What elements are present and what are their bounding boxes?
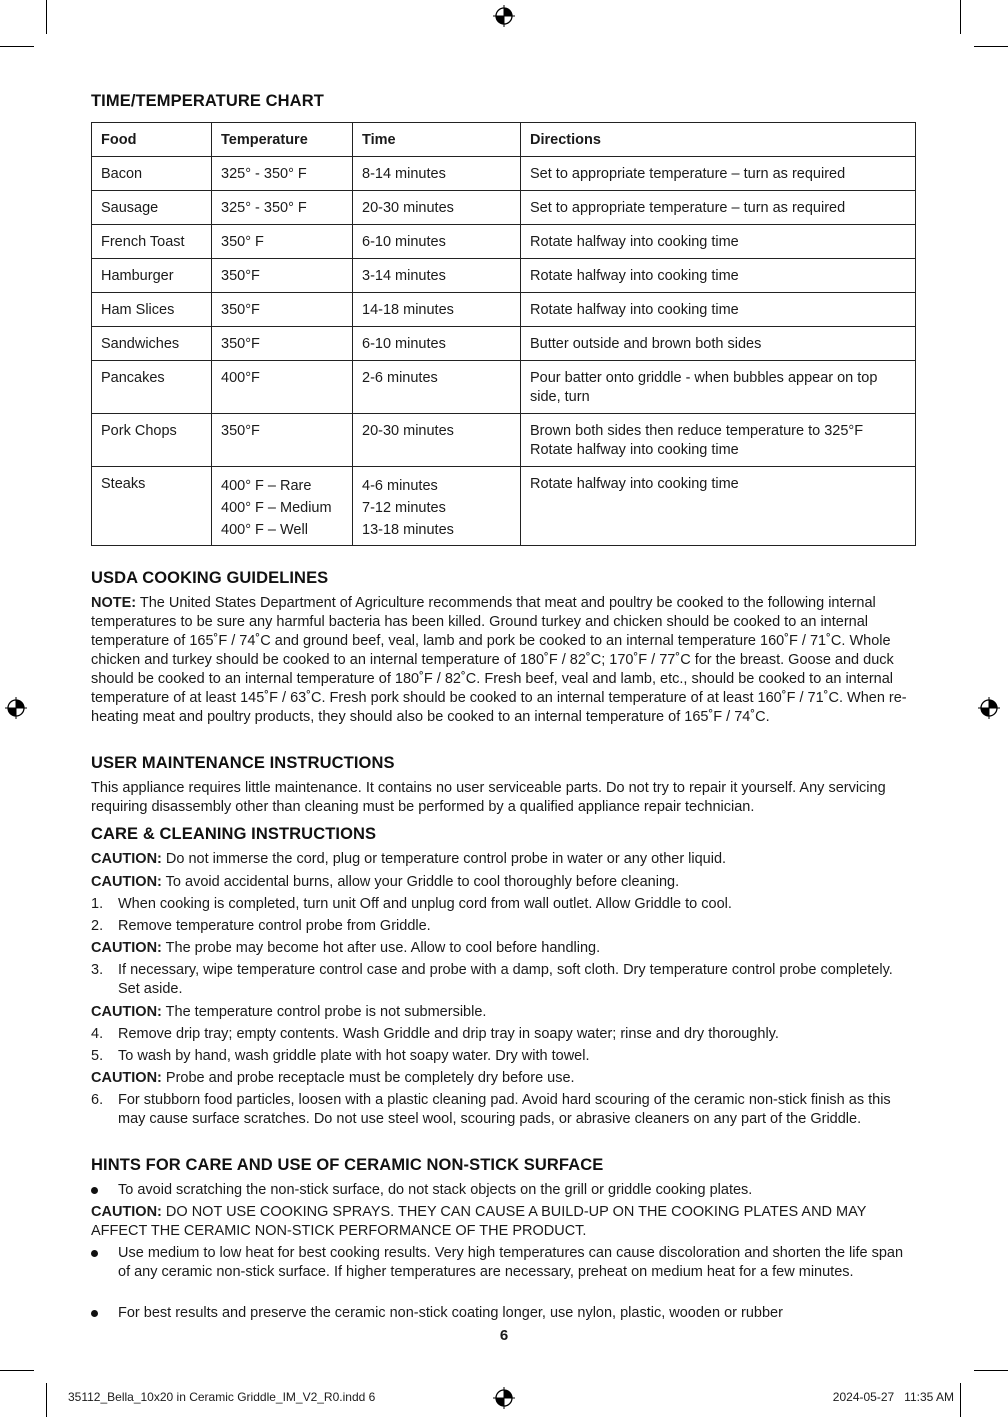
caution-label: CAUTION: <box>91 1004 162 1020</box>
list-number: 5. <box>91 1048 104 1064</box>
steak-time-rare: 4-6 minutes <box>362 478 438 494</box>
caution-label: CAUTION: <box>91 940 162 956</box>
caution-line <box>91 1003 917 1022</box>
list-item <box>91 1047 917 1066</box>
cell-time <box>353 467 521 546</box>
cell-time: 2-6 minutes <box>353 361 521 414</box>
table-row <box>92 225 916 259</box>
column-header-food: Food <box>92 123 212 157</box>
usda-note-text: The United States Department of Agriculture recommends that meat and poultry be cooked to the following internal temperatures to be sure any harmful bacteria has been killed. Ground turkey and chicken should be cooked to an internal temperature of 165˚F / 74˚C and ground beef, veal, lamb and pork be cooked to an internal temperature 160˚F / 71˚C. Whole chicken and turkey should be cooked to an internal temperature of 180˚F / 82˚C; 170˚F / 77˚C for the breast. Goose and duck should be cooked to an internal temperature of 180˚F / 82˚C. Fresh beef, veal and lamb, etc., should be cooked to an internal temperature of at least 145˚F / 63˚C. Fresh pork should be cooked to an internal temperature of at least 160˚F / 71˚C. When re-heating meat and poultry products, they should also be cooked to an internal temperature of 165˚F / 74˚C. <box>91 595 907 725</box>
cell-directions: Set to appropriate temperature – turn as required <box>521 191 916 225</box>
care-heading: CARE & CLEANING INSTRUCTIONS <box>91 825 377 843</box>
cell-food: Sausage <box>92 191 212 225</box>
caution-line <box>91 850 917 869</box>
caution-text: Probe and probe receptacle must be completely dry before use. <box>161 1070 575 1086</box>
cell-food: Hamburger <box>92 259 212 293</box>
steak-time-medium: 7-12 minutes <box>362 500 446 516</box>
table-row <box>92 191 916 225</box>
cell-time: 6-10 minutes <box>353 225 521 259</box>
caution-label: CAUTION: <box>91 851 162 867</box>
cell-temperature: 325° - 350° F <box>212 191 353 225</box>
cell-temperature: 350°F <box>212 293 353 327</box>
cell-time: 20-30 minutes <box>353 414 521 467</box>
cell-temperature: 350°F <box>212 259 353 293</box>
list-text: Remove temperature control probe from Griddle. <box>118 918 431 934</box>
list-item <box>91 961 917 999</box>
list-number: 4. <box>91 1026 104 1042</box>
cell-directions: Rotate halfway into cooking time <box>521 259 916 293</box>
caution-text: The temperature control probe is not submersible. <box>161 1004 487 1020</box>
list-item <box>91 895 917 914</box>
list-number: 3. <box>91 962 104 978</box>
cell-food: Pancakes <box>92 361 212 414</box>
crop-mark-bottom-right-h <box>974 1370 1008 1371</box>
list-item <box>91 917 917 936</box>
list-number: 1. <box>91 896 104 912</box>
column-header-directions: Directions <box>521 123 916 157</box>
list-text: For stubborn food particles, loosen with a plastic cleaning pad. Avoid hard scouring of the ceramic non-stick finish as this may cause surface scratches. Do not use steel wool, scouring pads, or abrasive cleaners on any part of the Griddle. <box>118 1092 891 1127</box>
column-header-temperature: Temperature <box>212 123 353 157</box>
cell-directions: Rotate halfway into cooking time <box>521 467 916 546</box>
table-row <box>92 467 916 546</box>
list-text: When cooking is completed, turn unit Off and unplug cord from wall outlet. Allow Griddle to cool. <box>118 896 732 912</box>
caution-line <box>91 1203 917 1241</box>
registration-mark-icon <box>978 697 1000 719</box>
bullet-icon <box>91 1310 98 1317</box>
hints-heading: HINTS FOR CARE AND USE OF CERAMIC NON-STICK SURFACE <box>91 1156 604 1174</box>
cell-directions: Set to appropriate temperature – turn as required <box>521 157 916 191</box>
registration-mark-icon <box>493 1387 515 1409</box>
caution-line <box>91 939 917 958</box>
cell-food: Steaks <box>92 467 212 546</box>
bullet-item <box>91 1181 917 1200</box>
cell-time: 8-14 minutes <box>353 157 521 191</box>
cell-temperature: 350°F <box>212 327 353 361</box>
crop-mark-bottom-left-v <box>46 1383 47 1417</box>
crop-mark-top-left-h <box>0 46 34 47</box>
table-row <box>92 327 916 361</box>
crop-mark-bottom-left-h <box>0 1370 34 1371</box>
cell-food: Ham Slices <box>92 293 212 327</box>
maintenance-heading: USER MAINTENANCE INSTRUCTIONS <box>91 754 395 772</box>
table-row <box>92 293 916 327</box>
caution-text: DO NOT USE COOKING SPRAYS. THEY CAN CAUSE A BUILD-UP ON THE COOKING PLATES AND MAY AFFECT THE CERAMIC NON-STICK PERFORMANCE OF THE PRODUCT. <box>91 1204 867 1239</box>
registration-mark-icon <box>493 5 515 27</box>
cell-directions: Brown both sides then reduce temperature to 325°F Rotate halfway into cooking time <box>521 414 916 467</box>
list-item <box>91 1091 917 1129</box>
cell-temperature: 400°F <box>212 361 353 414</box>
table-row <box>92 157 916 191</box>
list-number: 6. <box>91 1092 104 1108</box>
caution-text: To avoid accidental burns, allow your Griddle to cool thoroughly before cleaning. <box>161 874 680 890</box>
bullet-text: Use medium to low heat for best cooking results. Very high temperatures can cause discoloration and shorten the life span of any ceramic non-stick surface. If higher temperatures are necessary, preheat on medium heat for a few minutes. <box>118 1245 904 1280</box>
bullet-icon <box>91 1250 98 1257</box>
list-text: Remove drip tray; empty contents. Wash Griddle and drip tray in soapy water; rinse and dry thoroughly. <box>118 1026 779 1042</box>
cell-time: 6-10 minutes <box>353 327 521 361</box>
note-label: NOTE: <box>91 595 137 611</box>
cell-time: 14-18 minutes <box>353 293 521 327</box>
table-row <box>92 259 916 293</box>
list-text: If necessary, wipe temperature control case and probe with a damp, soft cloth. Dry temperature control probe completely. Set aside. <box>118 962 893 997</box>
steak-temp-rare: 400° F – Rare <box>221 478 312 494</box>
caution-label: CAUTION: <box>91 1204 162 1220</box>
slug-date: 2024-05-27 11:35 AM <box>832 1390 954 1404</box>
cell-temperature <box>212 467 353 546</box>
slug-filename: 35112_Bella_10x20 in Ceramic Griddle_IM_V2_R0.indd 6 <box>68 1390 376 1404</box>
list-number: 2. <box>91 918 104 934</box>
steak-time-well: 13-18 minutes <box>362 522 454 538</box>
cell-temperature: 350°F <box>212 414 353 467</box>
bullet-text: To avoid scratching the non-stick surface, do not stack objects on the grill or griddle cooking plates. <box>118 1182 753 1198</box>
caution-label: CAUTION: <box>91 874 162 890</box>
crop-mark-bottom-right-v <box>960 1383 961 1417</box>
list-text: To wash by hand, wash griddle plate with hot soapy water. Dry with towel. <box>118 1048 590 1064</box>
caution-text: The probe may become hot after use. Allow to cool before handling. <box>161 940 601 956</box>
cell-temperature: 350° F <box>212 225 353 259</box>
cell-food: Sandwiches <box>92 327 212 361</box>
bullet-item <box>91 1304 917 1323</box>
cell-time: 20-30 minutes <box>353 191 521 225</box>
bullet-icon <box>91 1187 98 1194</box>
cell-directions: Butter outside and brown both sides <box>521 327 916 361</box>
bullet-text: For best results and preserve the ceramic non-stick coating longer, use nylon, plastic, wooden or rubber <box>118 1305 783 1321</box>
cell-time: 3-14 minutes <box>353 259 521 293</box>
cell-directions: Rotate halfway into cooking time <box>521 293 916 327</box>
table-header-row <box>92 123 916 157</box>
table-row <box>92 361 916 414</box>
maintenance-paragraph: This appliance requires little maintenance. It contains no user serviceable parts. Do not try to repair it yourself. Any servicing requiring disassembly other than cleaning must be performed by a qualified appliance repair technician. <box>91 780 886 815</box>
chart-heading: TIME/TEMPERATURE CHART <box>91 92 324 110</box>
cell-food: Bacon <box>92 157 212 191</box>
steak-temp-well: 400° F – Well <box>221 522 308 538</box>
cell-food: French Toast <box>92 225 212 259</box>
crop-mark-top-left-v <box>46 0 47 34</box>
steak-temp-medium: 400° F – Medium <box>221 500 332 516</box>
column-header-time: Time <box>353 123 521 157</box>
usda-heading: USDA COOKING GUIDELINES <box>91 569 329 587</box>
caution-line <box>91 873 917 892</box>
cell-temperature: 325° - 350° F <box>212 157 353 191</box>
table-row <box>92 414 916 467</box>
caution-line <box>91 1069 917 1088</box>
cell-directions: Rotate halfway into cooking time <box>521 225 916 259</box>
caution-text: Do not immerse the cord, plug or temperature control probe in water or any other liquid. <box>161 851 727 867</box>
page-number: 6 <box>499 1327 509 1344</box>
time-temperature-table <box>91 122 916 546</box>
cell-directions: Pour batter onto griddle - when bubbles appear on top side, turn <box>521 361 916 414</box>
crop-mark-top-right-v <box>960 0 961 34</box>
registration-mark-icon <box>5 697 27 719</box>
list-item <box>91 1025 917 1044</box>
usda-note-paragraph <box>91 594 917 727</box>
crop-mark-top-right-h <box>974 46 1008 47</box>
bullet-item <box>91 1244 917 1282</box>
cell-food: Pork Chops <box>92 414 212 467</box>
caution-label: CAUTION: <box>91 1070 162 1086</box>
